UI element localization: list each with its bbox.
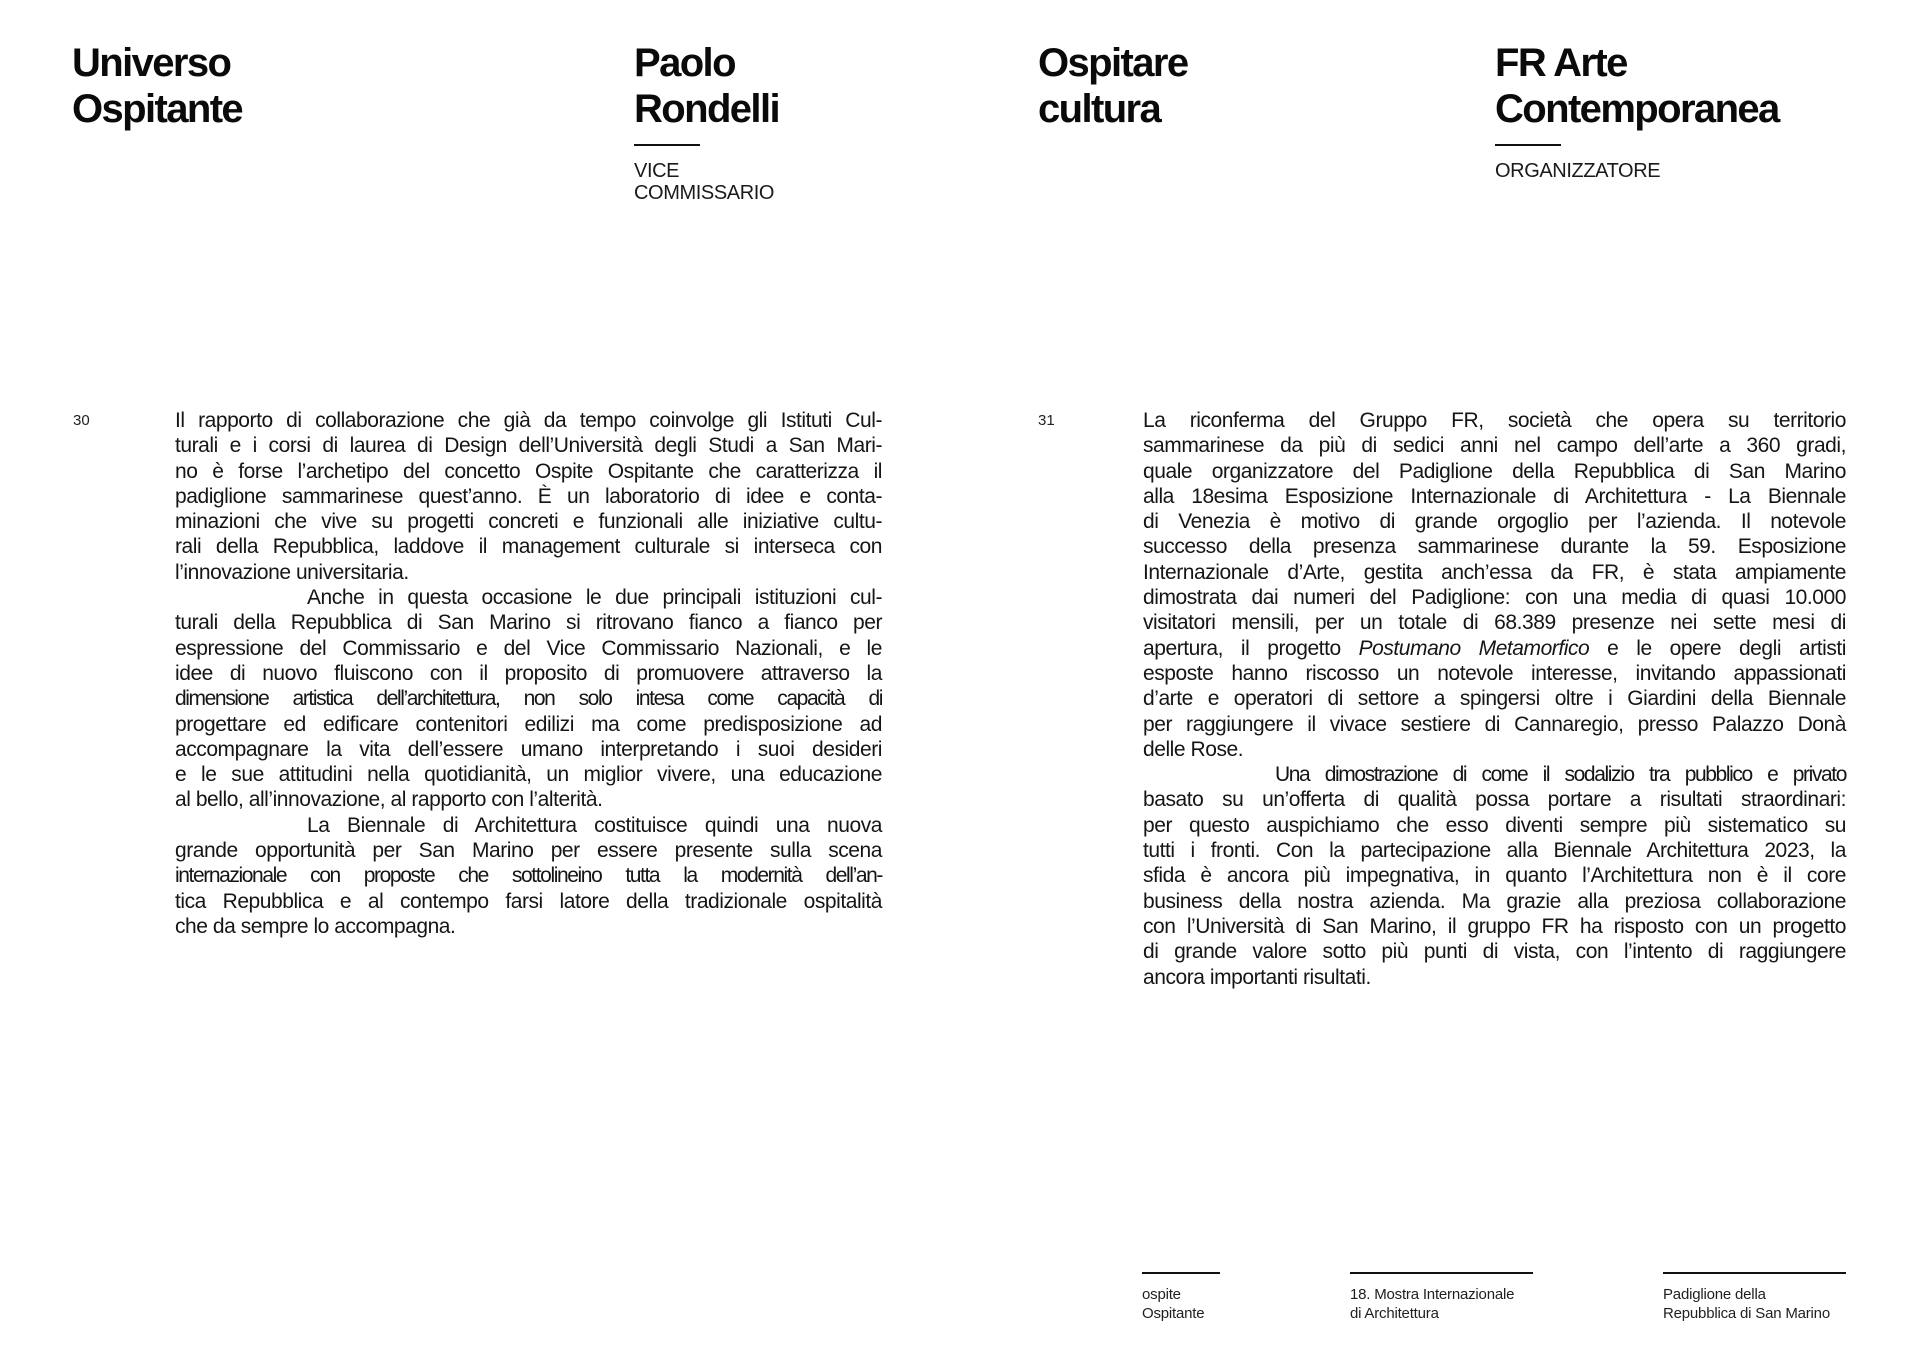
author-name <box>1495 40 1779 132</box>
text-line: business della nostra azienda. Ma grazie alla preziosa collaborazione <box>1143 889 1846 913</box>
footer-rule <box>1350 1272 1533 1274</box>
footer-label <box>1142 1286 1220 1323</box>
text-line: no è forse l’archetipo del concetto Ospite Ospitante che caratterizza il <box>175 459 882 483</box>
role-line: ORGANIZZATORE <box>1495 160 1661 182</box>
text-line: quale organizzatore del Padiglione della Repubblica di San Marino <box>1143 459 1846 483</box>
text-line: sfida è ancora più impegnativa, in quanto l’Architettura non è il core <box>1143 864 1846 888</box>
text-line: per questo auspichiamo che esso diventi sempre più sistematico su <box>1143 813 1846 837</box>
title-line: Ospitante <box>72 87 243 131</box>
text-line: grande opportunità per San Marino per essere presente sulla scena <box>175 839 882 863</box>
footer-line: ospite <box>1142 1286 1181 1303</box>
page-number: 31 <box>1038 412 1055 429</box>
text-line: esposte hanno riscosso un notevole interesse, invitando appassionati <box>1143 661 1846 685</box>
footer-line: Padiglione della <box>1663 1286 1766 1303</box>
section-title <box>72 40 242 132</box>
text-line: dimensione artistica dell’architettura, non solo intesa come capacità di <box>175 687 882 711</box>
footer-line: 18. Mostra Internazionale <box>1350 1286 1515 1303</box>
section-title <box>1038 40 1188 132</box>
role-line: VICE <box>634 160 680 182</box>
text-line: tutti i fronti. Con la partecipazione alla Biennale Architettura 2023, la <box>1143 839 1846 863</box>
footer-item-ospite-ospitante <box>1142 1272 1220 1323</box>
text-line: di Venezia è motivo di grande orgoglio per l’azienda. Il notevole <box>1143 510 1846 534</box>
name-line: Rondelli <box>634 87 779 131</box>
project-title-italic: Postumano Metamorfico <box>1358 636 1590 660</box>
text-line: di grande valore sotto più punti di vista, con l’intento di raggiungere <box>1143 940 1846 964</box>
text-line: visitatori mensili, per un totale di 68.389 presenze nei sette mesi di <box>1143 611 1846 635</box>
footer-item-mostra <box>1350 1272 1533 1323</box>
footer-label <box>1350 1286 1533 1323</box>
text-line: La Biennale di Architettura costituisce quindi una nuova <box>307 813 882 837</box>
text-line: d’arte e operatori di settore a spingersi oltre i Giardini della Biennale <box>1143 687 1846 711</box>
author-role <box>634 160 779 204</box>
text-line: basato su un’offerta di qualità possa portare a risultati straordinari: <box>1143 788 1846 812</box>
title-line: Universo <box>72 41 231 85</box>
text-line: l’innovazione universitaria. <box>175 560 409 584</box>
text-line: Il rapporto di collaborazione che già da tempo coinvolge gli Istituti Cul- <box>175 409 882 432</box>
body-text-left <box>175 408 882 939</box>
author-heading-fr-arte <box>1495 40 1779 182</box>
footer-item-padiglione <box>1663 1272 1846 1323</box>
footer-line: di Architettura <box>1350 1304 1439 1322</box>
title-line: cultura <box>1038 87 1161 131</box>
author-name <box>634 40 779 132</box>
text-line: tica Repubblica e al contempo farsi latore della tradizionale ospitalità <box>175 889 882 913</box>
text-line: con l’Università di San Marino, il gruppo FR ha risposto con un progetto <box>1143 914 1846 938</box>
text-line: Una dimostrazione di come il sodalizio tra pubblico e privato <box>1275 763 1846 787</box>
text-line: espressione del Commissario e del Vice Commissario Nazionali, e le <box>175 636 882 660</box>
text-run: e le opere degli artisti <box>1589 636 1846 660</box>
text-line: accompagnare la vita dell’essere umano interpretando i suoi desideri <box>175 737 882 761</box>
text-line: sammarinese da più di sedici anni nel campo dell’arte a 360 gradi, <box>1143 434 1846 458</box>
title-line: Ospitare <box>1038 41 1188 85</box>
text-line: turali della Repubblica di San Marino si ritrovano fianco a fianco per <box>175 611 882 635</box>
divider-rule <box>634 144 700 146</box>
text-line: progettare ed edificare contenitori edilizi ma come predisposizione ad <box>175 712 882 736</box>
text-line: idee di nuovo fluiscono con il proposito di promuovere attraverso la <box>175 661 882 685</box>
text-line: per raggiungere il vivace sestiere di Cannaregio, presso Palazzo Donà <box>1143 712 1846 736</box>
name-line: FR Arte <box>1495 41 1627 85</box>
role-line: COMMISSARIO <box>634 182 775 204</box>
text-line: delle Rose. <box>1143 737 1244 761</box>
text-line: successo della presenza sammarinese durante la 59. Esposizione <box>1143 535 1846 559</box>
body-text-right <box>1143 408 1846 990</box>
text-line: internazionale con proposte che sottolineino tutta la modernità dell’an- <box>175 864 882 888</box>
text-line: Internazionale d’Arte, gestita anch’essa da FR, è stata ampiamente <box>1143 560 1846 584</box>
footer-line: Repubblica di San Marino <box>1663 1304 1830 1322</box>
divider-rule <box>1495 144 1561 146</box>
name-line: Contemporanea <box>1495 87 1779 131</box>
text-line: Anche in questa occasione le due principali istituzioni cul- <box>307 586 882 610</box>
text-line: dimostrata dai numeri del Padiglione: con una media di quasi 10.000 <box>1143 586 1846 610</box>
text-line: turali e i corsi di laurea di Design dell’Università degli Studi a San Mari- <box>175 434 882 458</box>
text-line: minazioni che vive su progetti concreti e funzionali alle iniziative cultu- <box>175 510 882 534</box>
footer-rule <box>1663 1272 1846 1274</box>
author-heading-paolo-rondelli <box>634 40 779 204</box>
text-line: rali della Repubblica, laddove il management culturale si interseca con <box>175 535 882 559</box>
text-line: al bello, all’innovazione, al rapporto con l’alterità. <box>175 788 603 812</box>
text-line-with-italic <box>1143 636 1846 661</box>
text-run: apertura, il progetto <box>1143 636 1359 660</box>
author-role <box>1495 160 1779 182</box>
text-line: che da sempre lo accompagna. <box>175 914 456 938</box>
footer-rule <box>1142 1272 1220 1274</box>
text-line: ancora importanti risultati. <box>1143 965 1371 989</box>
text-line: La riconferma del Gruppo FR, società che opera su territorio <box>1143 409 1846 432</box>
text-line: padiglione sammarinese quest’anno. È un laboratorio di idee e conta- <box>175 484 882 508</box>
footer-line: Ospitante <box>1142 1304 1205 1322</box>
section-heading-ospitare-cultura <box>1038 40 1188 132</box>
section-heading-universo-ospitante <box>72 40 242 132</box>
text-line: alla 18esima Esposizione Internazionale di Architettura - La Biennale <box>1143 484 1846 508</box>
page-number: 30 <box>73 412 90 429</box>
name-line: Paolo <box>634 41 735 85</box>
text-line: e le sue attitudini nella quotidianità, un miglior vivere, una educazione <box>175 763 882 787</box>
footer-label <box>1663 1286 1846 1323</box>
